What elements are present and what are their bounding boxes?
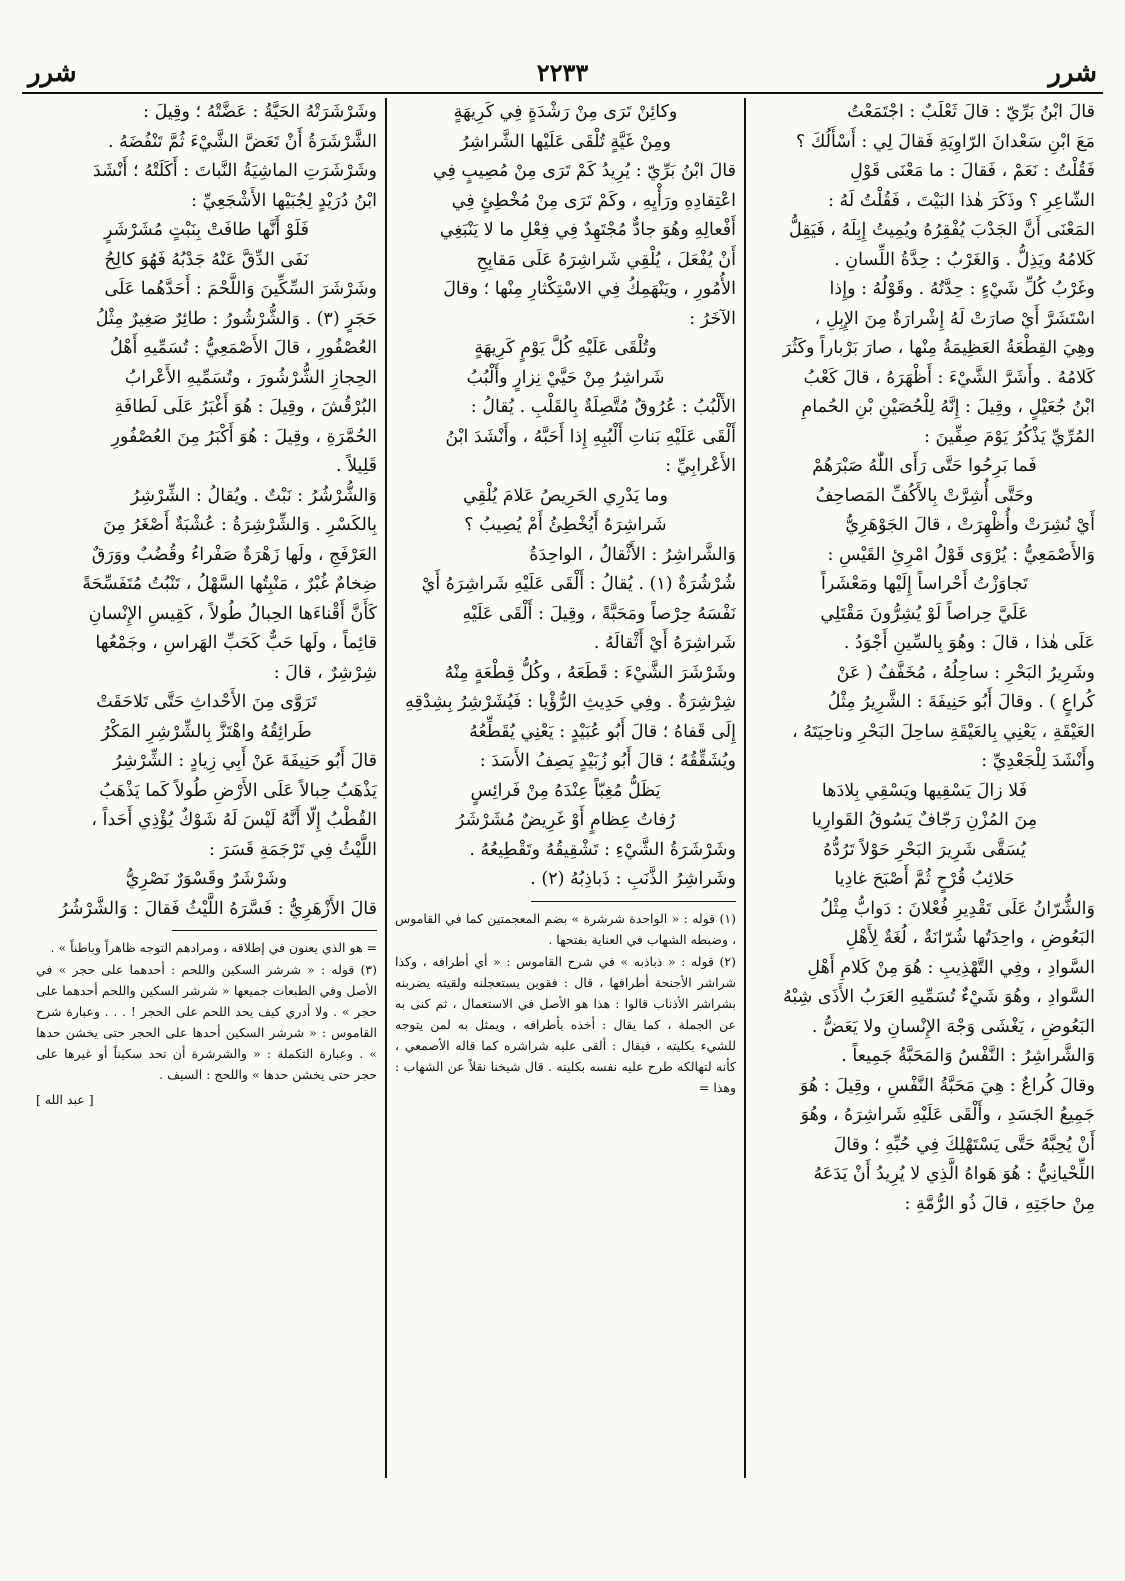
text-line: وشَرْشَرَتِ الماشِيَةُ النَّباتَ : أَكَلَتْهُ ؛ أَنْشَدَ <box>92 161 377 181</box>
verse-line: ومِنْ غَيَّةٍ تُلْقَى عَلَيْها الشَّراشِرُ <box>460 131 671 152</box>
page-body <box>22 98 1103 1478</box>
text-line: اللَّيْثُ فِي تَرْجَمَةِ قَسَرَ : <box>208 839 377 860</box>
text-line: البُرْقُشَ ، وقِيلَ : هُوَ أَغْبَرُ عَلَى لَطافَةِ <box>114 397 377 417</box>
text-line: العَرْفَجِ ، ولَها زَهْرَةٌ صَفْراءُ وقُضُبٌ ووَرَقٌ <box>91 544 377 565</box>
text-line: المَعْنَى أَنَّ الجَدْبَ يُفْقِرُهُ ويُمِيتُ إِبِلَهُ ، فَيَقِلُّ <box>788 220 1095 240</box>
text-line: يَذْهَبُ حِبالاً عَلَى الأَرْضِ طُولاً كَما يَذْهَبُ <box>99 780 377 801</box>
text-line: القُطْبُ إِلّا أَنَّهُ لَيْسَ لَهُ شَوْكٌ يُؤْذِي أَحَداً ، <box>91 810 377 830</box>
text-line: وشَراشِرُ الذَّنَبِ : ذَباذِبُهُ (٢) . <box>530 869 736 889</box>
text-line: السَّوادِ ، وفِي التَّهْذِيبِ : هُوَ مِنْ كَلامِ أَهْلِ <box>807 957 1095 978</box>
verse-line: رُفاتُ عِظامٍ أَوْ غَرِيضٌ مُشَرْشَرُ <box>455 810 676 830</box>
text-line: أَنْ يُفْعَلَ ، يُلْقِي شَراشِرَهُ عَلَى مَقابِحِ <box>476 249 736 270</box>
text-line: اللِّحْيانِيُّ : هُوَ هَواهُ الَّذِي لا يُرِيدُ أَنْ يَدَعَهُ <box>813 1164 1095 1184</box>
text-line: ابْنُ دُرَيْدٍ لِجُبَيْها الأَشْجَعِيِّ : <box>191 190 377 211</box>
text-line: أَلْقَى عَلَيْهِ بَناتِ أَلْبُبِهِ إِذا أَحَبَّهُ ، وأَنْشَدَ ابْنُ <box>445 426 736 447</box>
text-line: نَفْسَهُ حِرْصاً ومَحَبَّةً ، وقِيلَ : أَلْقَى عَلَيْهِ <box>462 603 736 624</box>
text-line: المُرِّيِّ يَذْكُرُ يَوْمَ صِفِّينَ : <box>924 426 1095 447</box>
text-line: مِنْ حاجَتِهِ ، قالَ ذُو الرُّمَّةِ : <box>904 1193 1095 1214</box>
text-line: شِرْشِرٌ ، قالَ : <box>273 662 377 683</box>
text-line: الحِجازِ الشُّرْشُورَ ، وتُسَمِّيهِ الأَعْرابُ <box>124 367 377 388</box>
column-left-footnotes <box>36 937 377 1086</box>
text-line: الشَّرْشَرَةُ أَنْ تَعَضَّ الشَّيْءَ ثُمَّ تَنْفُضَهُ . <box>107 131 377 152</box>
text-line: قَلِيلاً . <box>335 456 377 476</box>
text-line: اعْتِقادِهِ ورَأْيِهِ ، وكَمْ تَرَى مِنْ مُخْطِئٍ فِي <box>451 190 736 211</box>
footnote: (٢) قوله : « ذباذبه » في شرح القاموس : « أي أطرافه ، وكذا شراشر الأجنحة أطرافها ، قال : فقوين يستعجلنه ولقيته يضربنه بشراشر الأذناب قالوا : هذا هو الأصل في الاستعمال ، ثم كنى به عن الجملة ، كما يقال : أخذه بأطرافه ، ويمثل به لمن يتوجه للشيء بكليته ، فيقال : ألقى عليه شراشره كما قاله الأصمعي ، كأنه لتهالكه طرح عليه نفسه بكليته . قال شيخنا نقلاً عن الشهاب : وهذا = <box>395 953 736 1095</box>
text-line: وَالشُّرّانُ عَلَى تَقْدِيرِ فُعْلانَ : دَوابُّ مِثْلُ <box>820 898 1095 919</box>
text-line: وهِيَ القِطْعَةُ العَظِيمَةُ مِنْها ، صارَ بَرْباراً وكَثُرَ <box>782 338 1095 358</box>
text-line: قالَ ابْنُ بَرِّيّ : قالَ ثَعْلَبٌ : اجْتَمَعْتُ <box>847 102 1095 122</box>
text-line: وَالشُّرْشُرُ : نَبْتٌ . ويُقالُ : الشِّرْشِرُ <box>130 485 377 506</box>
column-middle-text <box>395 98 736 895</box>
column-right-text <box>754 98 1095 1219</box>
text-line: عَلَى هٰذا ، قالَ : وهُوَ بِالسِّينِ أَجْوَدُ . <box>843 633 1095 653</box>
text-line: وشَرْشَرَةُ الشَّيْءِ : تَشْقِيقُهُ وتَقْطِيعُهُ . <box>469 839 736 860</box>
text-line: وقالَ كُراعٌ : هِيَ مَحَبَّةُ النَّفْسِ ، وقِيلَ : هُوَ <box>799 1075 1095 1096</box>
column-left <box>28 98 385 1478</box>
page-number: ٢٢٣٣ <box>536 58 589 87</box>
verse-line: وما يَدْرِي الحَرِيصُ عَلامَ يُلْقِي <box>463 485 668 506</box>
text-line: قائِماً ، ولَها حَبٌّ كَحَبِّ الهَراسِ ، وجَمْعُها <box>95 633 377 653</box>
verse-line: مِنَ المُزْنِ رَجّافٌ يَسُوقُ القَوارِيا <box>811 810 1038 830</box>
verse-line: تَجاوَزْتُ أَحْراساً إِلَيْها ومَعْشَراً <box>820 574 1029 594</box>
text-line: كَأَنَّ أَقْناءَها الحِبالُ طُولاً ، كَقِيسِ الإِنْسانِ <box>88 603 377 624</box>
footnote: (١) قوله : « الواحدة شرشرة » بضم المعجمتين كما في القاموس ، وضبطه الشهاب في العناية بفتحها . <box>395 910 736 947</box>
verse-line: فَلَوْ أَنَّها طافَتْ بِنَبْتٍ مُشَرْشَرٍ <box>104 220 309 240</box>
text-line: كَلامُهُ ويَذِلُّ . وَالغَرْبُ : حِدَّةُ اللِّسانِ . <box>834 249 1095 270</box>
text-line: مَعَ ابْنِ سَعْدانَ الرّاوِيَةِ فَقالَ لِي : أَسْأَلُكَ ؟ <box>796 131 1095 152</box>
text-line: وأَنْشَدَ لِلْجَعْدِيِّ : <box>981 751 1095 771</box>
text-line: قالَ ابْنُ بَرِّيّ : يُرِيدُ كَمْ تَرَى مِنْ مُصِيبٍ فِي <box>432 161 736 181</box>
text-line: وشَرْشَرَ السِّكِّينَ وَاللَّحْمَ : أَحَدَّهُما عَلَى <box>104 279 377 299</box>
text-line: أَفْعالِهِ وهُوَ جادٌّ مُجْتَهِدٌ فِي فِعْلِ ما لا يَنْبَغِي <box>439 220 736 240</box>
text-line: وَالشَّراشِرُ : الأَثْقالُ ، الواحِدَةُ <box>529 544 736 565</box>
text-line: ضِخامٌ غُبْرٌ ، مَنْبِتُها السَّهْلُ ، تَنْبُتُ مُتَفَسِّحَةً <box>82 574 377 594</box>
text-line: جَمِيعُ الجَسَدِ ، وأَلْقَى عَلَيْهِ شَراشِرَهُ ، وهُوَ <box>800 1105 1095 1125</box>
text-line: البَعُوضِ ، واحِدَتُها شُرّانَةٌ ، لُغَةٌ لِأَهْلِ <box>845 928 1095 948</box>
text-line: إِلَى قَفاهُ ؛ قالَ أَبُو عُبَيْدٍ : يَعْنِي يُقَطِّعُهُ <box>469 721 736 742</box>
verse-line: يَظَلُّ مُغِبّاً عِنْدَهُ مِنْ فَرائِسٍ <box>470 780 661 801</box>
verse-line: حَلائِبُ قُرْحٍ ثُمَّ أَصْبَحَ غادِيا <box>834 869 1015 889</box>
verse-line: تَرَوَّى مِنَ الأَحْداثِ حَتَّى تَلاحَقَتْ <box>96 692 317 712</box>
text-line: قالَ الأَزْهَرِيُّ : فَسَّرَهُ اللَّيْثُ فَقالَ : وَالشَّرْشُرُ <box>59 898 377 919</box>
text-line: وشَرْشَرَ الشَّيْءَ : قَطَعَهُ ، وكُلُّ قِطْعَةٍ مِنْهُ <box>444 662 736 683</box>
text-line: اسْتَشَرَّ أَيْ صارَتْ لَهُ إِشْرارَةٌ مِنَ الإِبِلِ ، <box>814 308 1095 329</box>
verse-line: فَما بَرِحُوا حَتَّى رَأَى اللّٰهُ صَبْرَهُمْ <box>812 456 1037 476</box>
footnote: (٣) قوله : « شرشر السكين واللحم : أحدهما على حجر » في الأصل وفي الطبعات جميعها « شرشر السكين واللحم أحدهما على حجر » . ولا أدري كيف يحد اللحم على الحجر ! . . . وعبارة شرح القاموس : « شرشر السكين أحدها على الحجر حتى يخشن حدها » . وعبارة التكملة : « والشرشرة أن تحد سكيناً أو غيرها على حجر حتى يخشن حدها » واللحج : السيف . <box>36 962 377 1082</box>
page-header <box>22 52 1103 94</box>
verse-line: وشَرْشَرٌ وقَسْوَرٌ نَصْرِيُّ <box>125 869 288 889</box>
text-line: البَعُوضِ ، يَغْشَى وَجْهَ الإِنْسانِ ولا يَعَضُّ . <box>811 1016 1095 1037</box>
text-line: شَراشِرَهُ أَيْ أَثْقالَهُ . <box>593 633 736 653</box>
verse-line: شَراشِرَهُ أَيُخْطِئُ أَمْ يُصِيبُ ؟ <box>464 515 667 535</box>
text-line: شُرْشُرَةٌ (١) . يُقالُ : أَلْقَى عَلَيْهِ شَراشِرَهُ أَيْ <box>421 574 736 594</box>
text-line: فَقُلْتُ : نَعَمْ ، فَقالَ : ما مَعْنَى قَوْلِ <box>850 161 1095 181</box>
verse-line: عَلَيَّ حِراصاً لَوْ يُشِرُّونَ مَقْتَلِي <box>820 603 1029 624</box>
text-line: السَّوادِ ، وهُوَ شَيْءٌ تُسَمِّيهِ العَرَبُ الأَذَى شِبْهُ <box>783 987 1095 1007</box>
header-keyword-right: شرر <box>1048 58 1097 88</box>
text-line: الأَعْرابِيِّ : <box>665 456 736 476</box>
text-line: وشَرْشَرَتْهُ الحَيَّةُ : عَضَّتْهُ ؛ وقِيلَ : <box>143 102 377 122</box>
verse-line: يُسَقَّى شَرِيرَ البَحْرِ حَوْلاً تَرُدُّهُ <box>823 839 1026 860</box>
text-line: الشّاعِرِ ؟ وذَكَرَ هٰذا البَيْتَ ، فَقُلْتُ لَهُ : <box>828 190 1095 211</box>
editor-signoff: [ عبد الله ] <box>36 1092 94 1107</box>
text-line: الآخَرُ : <box>689 308 736 329</box>
footnote-separator <box>531 901 736 902</box>
footnote: = هو الذي يعنون في إطلاقه ، ومرادهم التوجه ظاهراً وباطناً » . <box>50 940 377 955</box>
text-line: حَجَرٍ (٣) . وَالشُّرْشُورُ : طائِرٌ صَغِيرٌ مِثْلُ <box>95 308 377 329</box>
verse-line: وكائِنْ تَرَى مِنْ رَشْدَةٍ فِي كَرِيهَةٍ <box>453 102 678 122</box>
text-line: كُراعٍ ) . وقالَ أَبُو حَنِيفَةَ : الشَّرِيرُ مِثْلُ <box>827 692 1095 712</box>
column-left-text <box>36 98 377 924</box>
text-line: وشَرِيرُ البَحْرِ : ساحِلُهُ ، مُخَفَّفٌ ( عَنْ <box>836 662 1095 683</box>
header-keyword-left: شرر <box>28 58 77 88</box>
column-right <box>746 98 1103 1478</box>
text-line: الحُمَّرَةِ ، وقِيلَ : هُوَ أَكْبَرُ مِنَ العُصْفُورِ <box>111 426 377 447</box>
text-line: شِرْشِرَةٌ . وفِي حَدِيثِ الرُّؤْيا : فَيُشَرْشِرُ بِشِدْقِهِ <box>405 692 736 712</box>
text-line: العَيْقَةِ ، يَعْنِي بِالعَيْقَةِ ساحِلَ البَحْرِ وناحِيَتَهُ ، <box>792 721 1095 742</box>
verse-line: نَفَى الدِّقَّ عَنْهُ جَدْبُهُ فَهُوَ كالِحُ <box>104 249 309 270</box>
verse-line: طَرائِقُهُ واهْتَزَّ بِالشِّرْشِرِ المَكْرُ <box>101 721 312 742</box>
text-line: أَنْ يُحِبَّهُ حَتَّى يَسْتَهْلِكَ فِي حُبِّهِ ؛ وقالَ <box>833 1134 1095 1155</box>
verse-line: وحَتَّى أُشِرَّتْ بِالأَكُفِّ المَصاحِفُ <box>815 485 1034 506</box>
text-line: وَالشَّراشِرُ : النَّفْسُ وَالمَحَبَّةُ جَمِيعاً . <box>841 1046 1095 1066</box>
footnote-separator <box>172 930 377 931</box>
verse-line: وتُلْقَى عَلَيْهِ كُلَّ يَوْمٍ كَرِيهَةٍ <box>474 338 657 358</box>
text-line: الأُمُورِ ، ويَنْهَمِكُ فِي الاسْتِكْثارِ مِنْها ؛ وقالَ <box>443 279 736 299</box>
text-line: بِالكَسْرِ . وَالشِّرْشِرَةُ : عُشْبَةٌ أَصْغَرُ مِنَ <box>103 515 377 535</box>
text-line: قالَ أَبُو حَنِيفَةَ عَنْ أَبِي زِيادٍ : الشِّرْشِرُ <box>113 751 377 771</box>
text-line: ويُشَقِّقُهُ ؛ قالَ أَبُو زُبَيْدٍ يَصِفُ الأَسَدَ : <box>479 751 736 771</box>
verse-line: شَراشِرُ مِنْ حَيَّيْ نِزارٍ وأَلْبُبُ <box>466 367 665 388</box>
text-line: العُصْفُورِ ، قالَ الأَصْمَعِيُّ : تُسَمِّيهِ أَهْلُ <box>110 338 377 358</box>
text-line: ابْنُ جُعَيْلٍ ، وقِيلَ : إِنَّهُ لِلْحُصَيْنِ بْنِ الحُمامِ <box>801 397 1095 417</box>
column-middle <box>387 98 744 1478</box>
text-line: الأَلْبُبُ : عُرُوقٌ مُتَّصِلَةٌ بِالقَلْبِ . يُقالُ : <box>470 397 736 417</box>
text-line: وَالأَصْمَعِيُّ : يُرْوَى قَوْلُ امْرِئِ القَيْسِ : <box>827 544 1095 565</box>
verse-line: فَلا زالَ يَسْقِيها ويَسْقِي بِلادَها <box>821 780 1028 801</box>
column-middle-footnotes <box>395 908 736 1099</box>
text-line: وغَرْبُ كُلِّ شَيْءٍ : حِدَّتُهُ . وقَوْلُهُ : وإِذا <box>829 279 1095 299</box>
text-line: كَلامُهُ . وأَشَرَّ الشَّيْءَ : أَظْهَرَهُ ، قالَ كَعْبُ <box>803 367 1095 388</box>
text-line: أَيْ نُشِرَتْ وأُظْهِرَتْ ، قالَ الجَوْهَرِيُّ <box>845 515 1095 535</box>
